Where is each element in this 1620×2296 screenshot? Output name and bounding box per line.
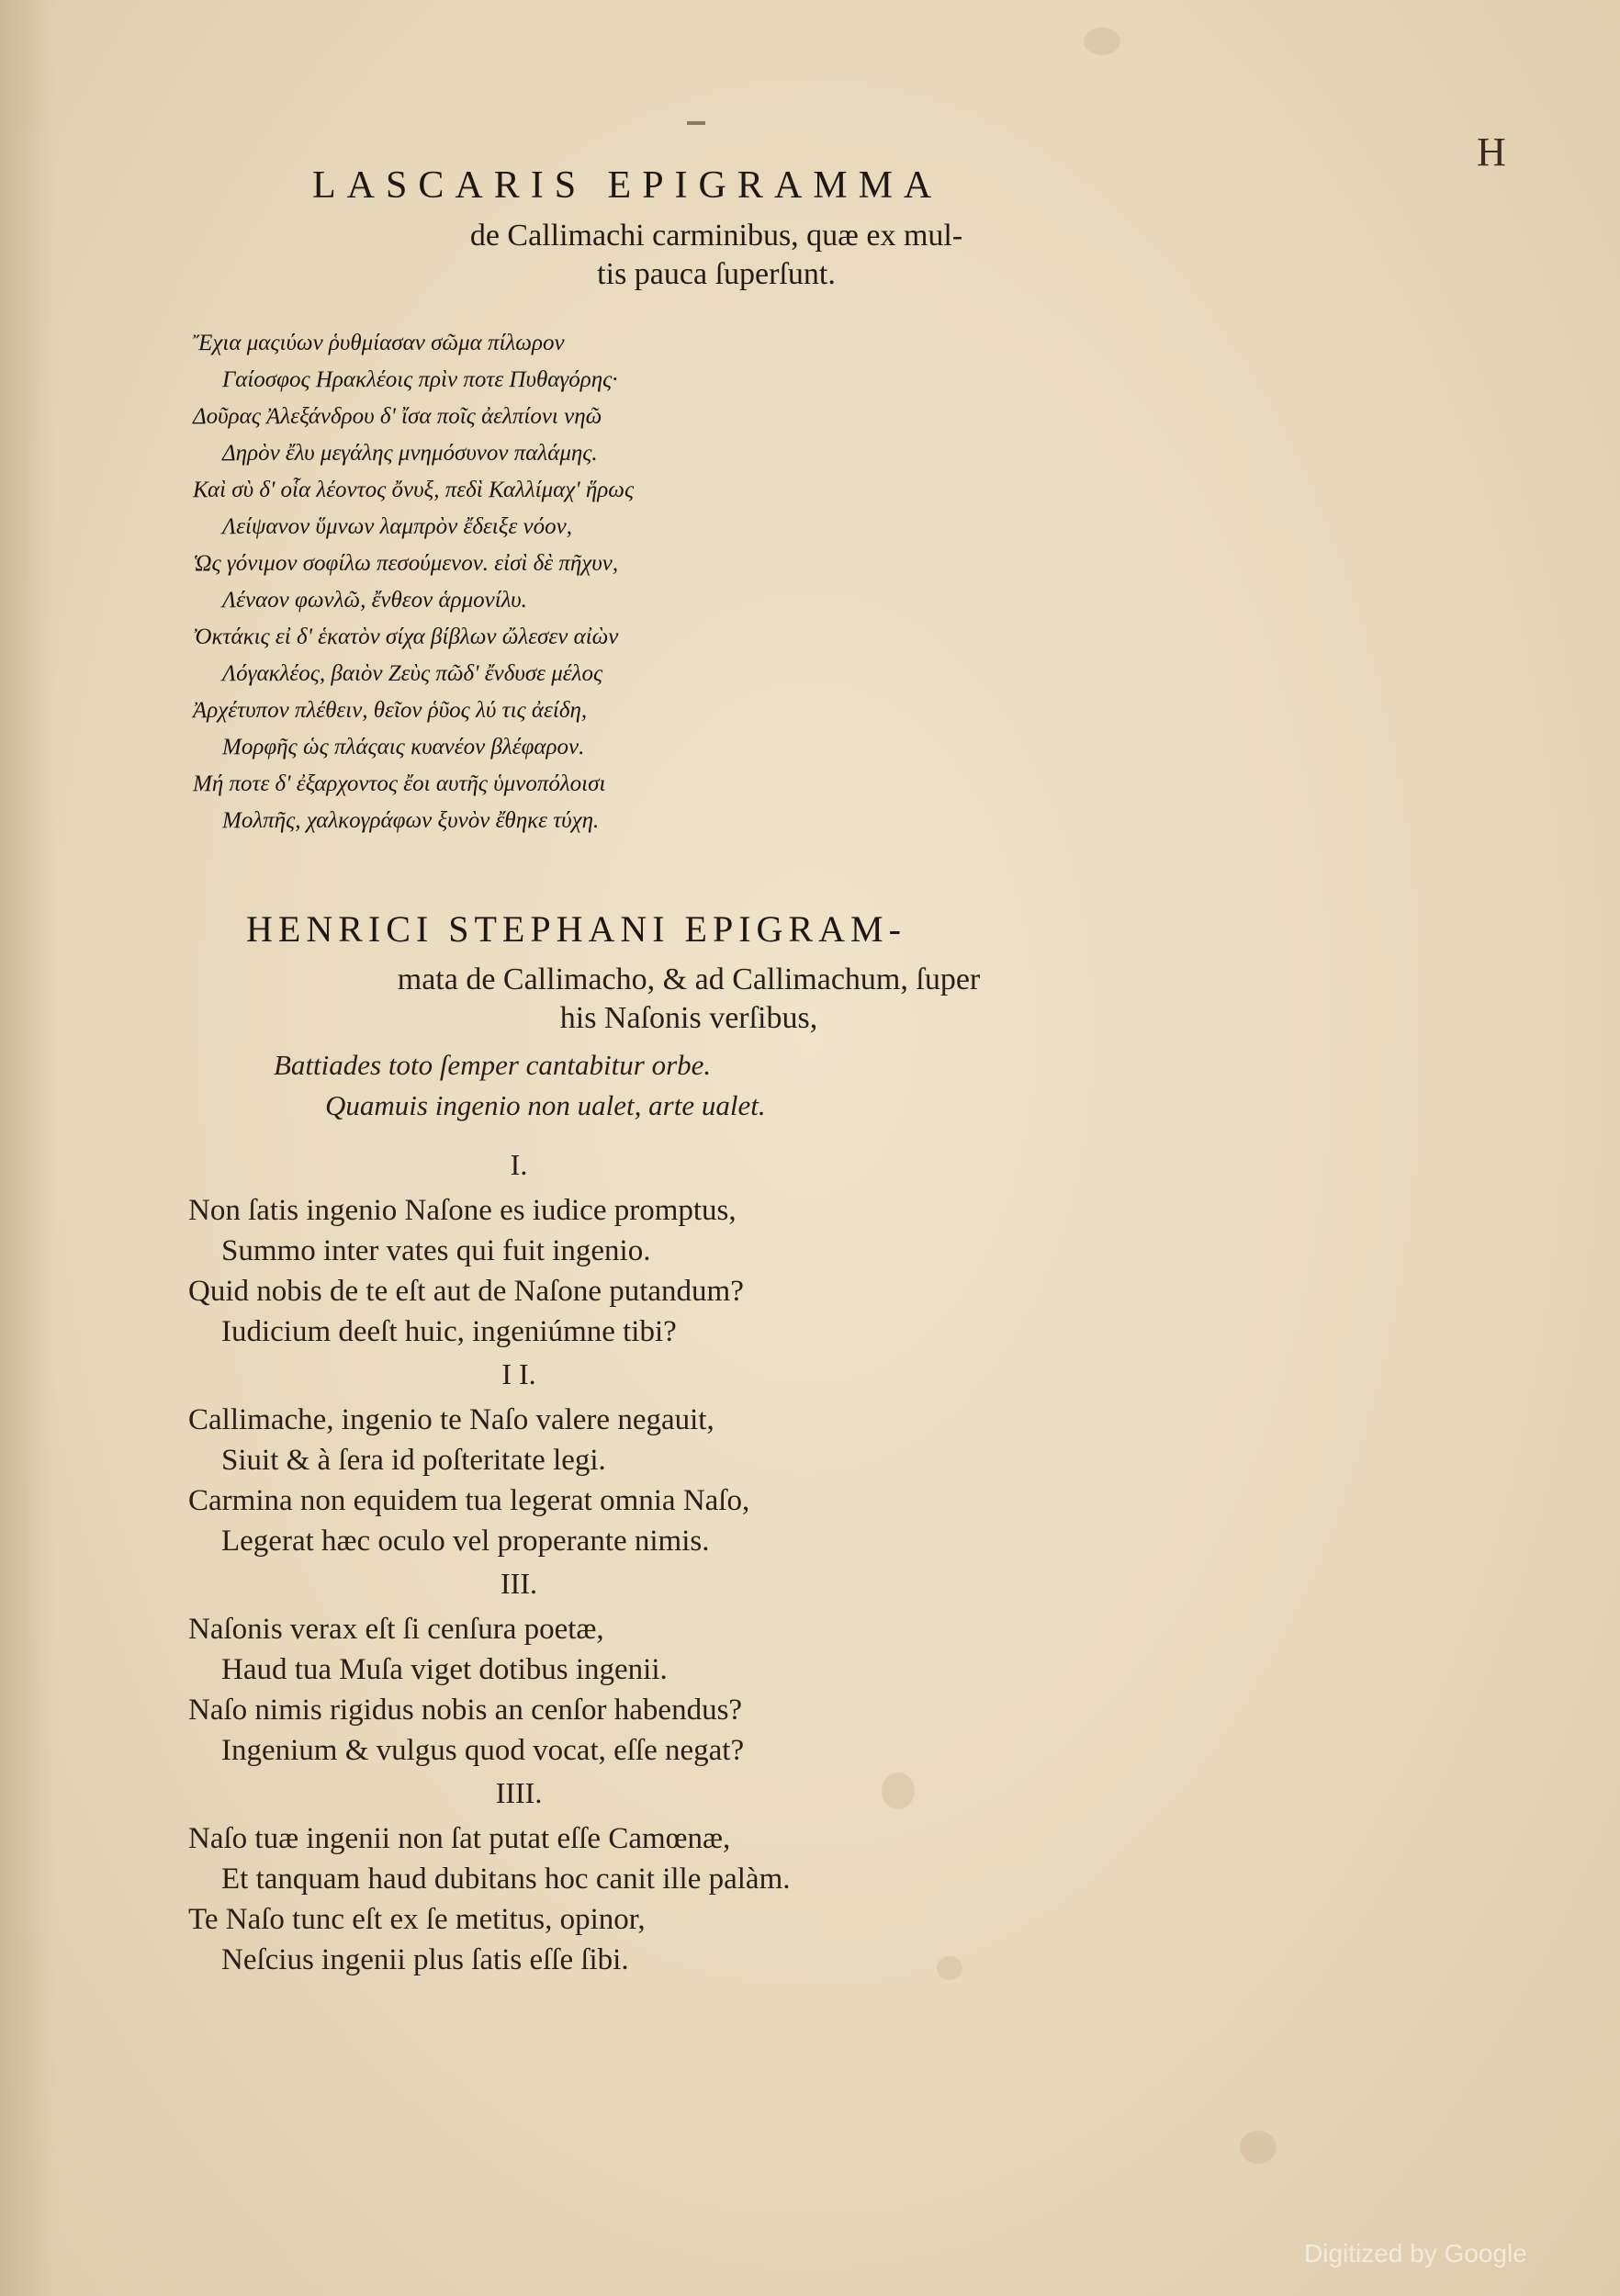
quote-line: Battiades toto ſemper cantabitur orbe. bbox=[274, 1049, 712, 1081]
verse-line: Summo inter vates qui fuit ingenio. bbox=[221, 1234, 651, 1267]
verse-line: Quid nobis de te eſt aut de Naſone putandum? bbox=[188, 1275, 744, 1308]
quote-line: Quamuis ingenio non ualet, arte ualet. bbox=[325, 1089, 766, 1121]
verse-line: Haud tua Muſa viget dotibus ingenii. bbox=[221, 1653, 668, 1686]
verse-line: Siuit & à ſera id poſteritate legi. bbox=[221, 1444, 606, 1477]
epigram bbox=[188, 1354, 1015, 1561]
verse-line: Te Naſo tunc eſt ex ſe metitus, opinor, bbox=[188, 1903, 646, 1936]
verse-line: Naſo nimis rigidus nobis an cenſor habendus? bbox=[188, 1694, 743, 1727]
verse-line: Naſonis verax eſt ſi cenſura poetæ, bbox=[188, 1613, 604, 1646]
epigram bbox=[188, 1144, 1015, 1352]
greek-line: Δοῦρας Ἀλεξάνδρου δ' ἴσα ποῖς ἀελπίονι νηῶ bbox=[193, 404, 602, 429]
greek-line: Λέναον φωνλῶ, ἔνθεον ἁρμονίλυ. bbox=[222, 588, 527, 613]
greek-line: Γαίοσφος Ηρακλέοις πρὶν ποτε Πυθαγόρης· bbox=[222, 367, 618, 392]
subtitle-line: his Naſonis verſibus, bbox=[559, 1001, 818, 1035]
verse-line: Iudicium deeſt huic, ingeniúmne tibi? bbox=[221, 1315, 677, 1348]
lascaris-subtitle bbox=[386, 217, 1047, 294]
verse-line: Neſcius ingenii plus ſatis eſſe ſibi. bbox=[221, 1943, 629, 1976]
greek-epigram bbox=[193, 325, 891, 839]
greek-line: Καὶ σὺ δ' οἷα λέοντος ὄνυξ, πεδὶ Καλλίμαχ' ἥρως bbox=[193, 478, 635, 502]
epigram bbox=[188, 1773, 1015, 1980]
lascaris-title: LASCARIS EPIGRAMMA bbox=[312, 164, 943, 207]
verse-line: Naſo tuæ ingenii non ſat putat eſſe Camœnæ, bbox=[188, 1822, 731, 1855]
signature-mark: H bbox=[1477, 129, 1506, 174]
printer-mark bbox=[687, 121, 705, 125]
epigram-list bbox=[188, 1144, 1015, 1980]
stephanus-title: HENRICI STEPHANI EPIGRAM- bbox=[246, 908, 906, 950]
subtitle-line: de Callimachi carminibus, quæ ex mul- bbox=[469, 219, 963, 253]
paper-stain bbox=[1240, 2131, 1277, 2164]
verse-line: Carmina non equidem tua legerat omnia Naſo, bbox=[188, 1484, 750, 1517]
subtitle-line: mata de Callimacho, & ad Callimachum, ſuper bbox=[397, 962, 981, 996]
verse-line: Legerat hæc oculo vel properante nimis. bbox=[221, 1525, 710, 1558]
gutter-shadow bbox=[0, 0, 55, 2296]
greek-line: Λόγακλέος, βαιὸν Ζεὺς πῶδ' ἔνδυσε μέλος bbox=[222, 661, 603, 686]
ovid-quote bbox=[274, 1045, 935, 1126]
epigram-numeral: I I. bbox=[501, 1357, 536, 1390]
verse-line: Callimache, ingenio te Naſo valere negauit, bbox=[188, 1403, 714, 1436]
greek-line: Μολπῆς, χαλκογράφων ξυνὸν ἔθηκε τύχη. bbox=[222, 808, 600, 833]
verse-line: Et tanquam haud dubitans hoc canit ille palàm. bbox=[221, 1863, 791, 1896]
greek-line: Δηρὸν ἔλυ μεγάλης μνημόσυνον παλάμης. bbox=[222, 441, 598, 466]
greek-line: Ὡς γόνιμον σοφίλω πεσούμενον. εἰσὶ δὲ πῆχυν, bbox=[193, 551, 619, 576]
greek-line: Ὀκτάκις εἰ δ' ἑκατὸν σίχα βίβλων ὤλεσεν αἰὼν bbox=[193, 625, 619, 649]
verse-line: Non ſatis ingenio Naſone es iudice promptus, bbox=[188, 1194, 737, 1227]
digitization-watermark: Digitized by Google bbox=[1304, 2239, 1527, 2268]
stephanus-subtitle bbox=[349, 961, 1029, 1038]
greek-line: Ἀρχέτυπον πλέθειν, θεῖον ῥῦος λύ τις ἀείδη, bbox=[193, 698, 588, 723]
epigram-numeral: III. bbox=[501, 1567, 537, 1600]
epigram-numeral: IIII. bbox=[495, 1776, 543, 1809]
greek-line: Μορφῆς ὡς πλάςαις κυανέον βλέφαρον. bbox=[222, 735, 585, 760]
subtitle-line: tis pauca ſuperſunt. bbox=[597, 257, 836, 291]
greek-line: Μή ποτε δ' ἐξαρχοντος ἔοι αυτῆς ὑμνοπόλοισι bbox=[193, 771, 606, 796]
epigram bbox=[188, 1563, 1015, 1771]
greek-line: Ἔχια μαςιύων ῥυθμίασαν σῶμα πίλωρον bbox=[193, 331, 565, 355]
verse-line: Ingenium & vulgus quod vocat, eſſe negat? bbox=[221, 1734, 745, 1767]
greek-line: Λείψανον ὕμνων λαμπρὸν ἔδειξε νόον, bbox=[222, 514, 572, 539]
epigram-numeral: I. bbox=[510, 1148, 528, 1181]
paper-stain bbox=[1084, 28, 1120, 55]
